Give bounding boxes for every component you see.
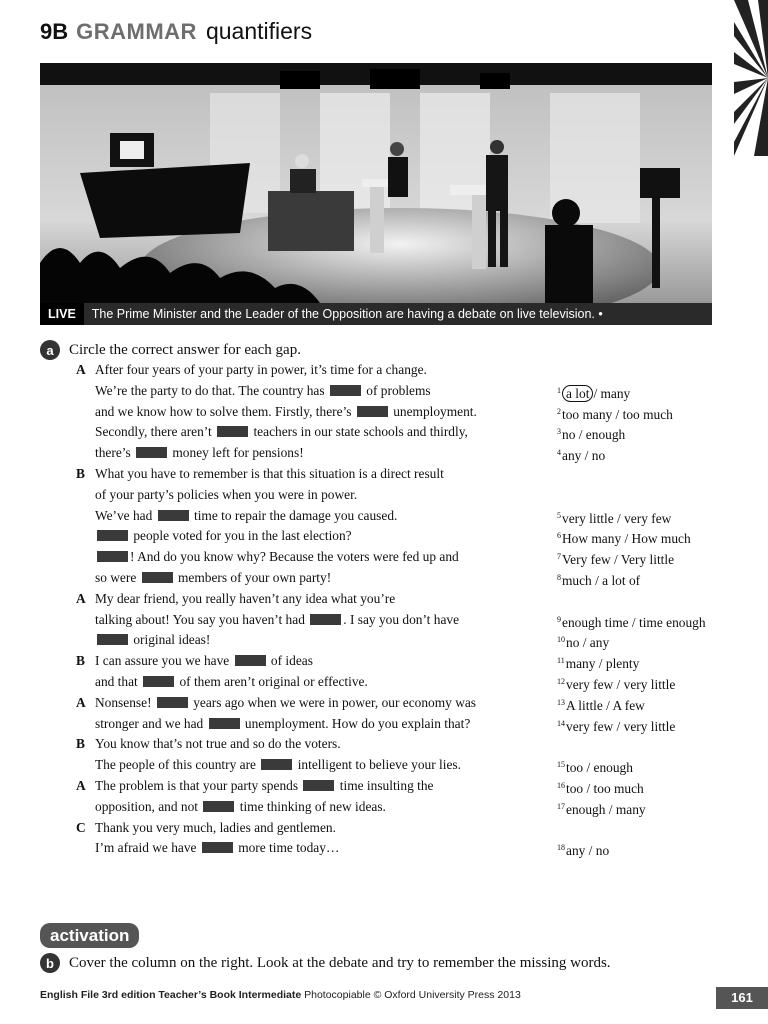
dialogue-line [95, 651, 313, 671]
dialogue-line [95, 464, 444, 484]
dialogue-line [95, 630, 210, 650]
dialogue-text: people voted for you in the last election? [130, 528, 352, 544]
answer-option[interactable] [557, 714, 675, 737]
dialogue-text: of ideas [267, 653, 313, 669]
answer-gap[interactable] [235, 655, 266, 666]
dialogue-text: intelligent to believe your lies. [294, 757, 461, 773]
dialogue-text: time thinking of new ideas. [236, 798, 386, 814]
decorative-rays [734, 0, 768, 156]
dialogue-text: Nonsense! [95, 694, 155, 710]
option-text: enough time / time enough [562, 614, 706, 630]
dialogue-text: What you have to remember is that this situation is a direct result [95, 466, 444, 481]
option-text: very few / very little [566, 677, 676, 692]
answer-option[interactable] [557, 693, 645, 716]
option-text: no / enough [562, 427, 626, 443]
caption-text: The Prime Minister and the Leader of the Opposition are having a debate on live television. • [91, 307, 603, 321]
answer-option[interactable] [557, 547, 674, 570]
section-name: GRAMMAR [76, 19, 197, 44]
answer-gap[interactable] [310, 614, 341, 625]
dialogue-line [95, 838, 339, 858]
dialogue-line [95, 693, 476, 713]
live-tag: LIVE [40, 303, 84, 325]
dialogue-line [95, 526, 352, 546]
dialogue-text: money left for pensions! [169, 445, 304, 461]
dialogue-line [95, 381, 431, 401]
option-number: 12 [557, 677, 565, 686]
dialogue-text: of problems [362, 382, 431, 398]
unit-code: 9B [40, 19, 69, 44]
speaker-label: A [76, 778, 86, 793]
answer-gap[interactable] [136, 447, 167, 458]
speaker-label: C [76, 819, 86, 835]
answer-option[interactable] [557, 402, 673, 425]
dialogue-line [95, 714, 470, 734]
answer-gap[interactable] [157, 697, 188, 708]
answer-option[interactable] [557, 797, 646, 820]
option-text: many / plenty [565, 656, 640, 672]
answer-gap[interactable] [303, 780, 334, 791]
option-number: 18 [557, 843, 565, 853]
answer-option[interactable] [557, 838, 609, 861]
exercise-a-heading [40, 340, 301, 360]
dialogue-text: teachers in our state schools and thirdly, [250, 424, 468, 440]
speaker-label: A [76, 362, 86, 377]
option-number: 2 [557, 406, 561, 416]
option-text: much / a lot of [562, 573, 641, 588]
photo-caption [40, 303, 712, 325]
dialogue-line [95, 797, 386, 817]
option-number: 15 [557, 760, 565, 770]
answer-option[interactable] [557, 610, 706, 633]
option-text: enough / many [566, 801, 646, 817]
answer-gap[interactable] [203, 801, 234, 812]
dialogue-text: opposition, and not [95, 798, 202, 814]
dialogue-text: We’re the party to do that. The country has [95, 382, 328, 398]
dialogue-line [95, 755, 461, 775]
dialogue-text: Thank you very much, ladies and gentlemen. [95, 819, 336, 835]
dialogue-text: talking about! You say you haven’t had [95, 611, 309, 627]
page-title [40, 18, 312, 52]
answer-gap[interactable] [330, 385, 361, 396]
dialogue-text: You know that’s not true and so do the voters. [95, 736, 341, 752]
answer-option[interactable] [557, 776, 644, 799]
dialogue-text: and that [95, 674, 142, 689]
circled-answer: a lot [562, 385, 593, 402]
answer-option[interactable] [557, 443, 605, 466]
answer-option[interactable] [557, 651, 639, 674]
dialogue-text: time to repair the damage you caused. [190, 507, 398, 523]
dialogue-text: unemployment. How do you explain that? [241, 715, 471, 731]
dialogue-text: so were [95, 570, 140, 585]
answer-gap[interactable] [217, 426, 248, 437]
dialogue-text: and we know how to solve them. Firstly, there’s [95, 403, 355, 419]
answer-gap[interactable] [261, 759, 292, 770]
option-text: A little / A few [566, 697, 645, 713]
speaker-label: B [76, 653, 85, 669]
dialogue-line [95, 610, 459, 630]
dialogue-text: of your party’s policies when you were in power. [95, 486, 358, 502]
exercise-b-heading [40, 953, 611, 973]
footer-title: English File 3rd edition Teacher’s Book Intermediate [40, 989, 302, 1001]
answer-gap[interactable] [209, 718, 240, 729]
option-number: 9 [557, 614, 561, 624]
speaker-label: B [76, 736, 85, 752]
dialogue-text: I can assure you we have [95, 653, 233, 669]
option-text: very few / very little [566, 718, 676, 734]
dialogue-line [95, 776, 433, 796]
dialogue-text: I’m afraid we have [95, 840, 200, 856]
dialogue-text: members of your own party! [174, 570, 332, 585]
option-text: no / any [566, 635, 610, 651]
option-number: 8 [557, 573, 561, 582]
dialogue-line [95, 485, 357, 505]
option-number: 7 [557, 552, 561, 562]
dialogue-text: After four years of your party in power, it’s time for a change. [95, 362, 427, 377]
dialogue-text: original ideas! [130, 632, 211, 648]
dialogue-text: . I say you don’t have [343, 611, 460, 627]
speaker-label: B [76, 466, 85, 481]
dialogue-text: ! And do you know why? Because the voters were fed up and [130, 549, 459, 565]
dialogue-text: stronger and we had [95, 715, 207, 731]
option-number: 1 [557, 385, 561, 395]
answer-gap[interactable] [142, 572, 173, 583]
dialogue-text: unemployment. [389, 403, 477, 419]
option-number: 4 [557, 448, 561, 458]
footer [40, 989, 521, 1001]
exercise-a-instruction: Circle the correct answer for each gap. [69, 341, 301, 358]
answer-option[interactable] [557, 755, 633, 778]
topic-name: quantifiers [205, 18, 313, 44]
option-number: 13 [557, 697, 565, 707]
answer-gap[interactable] [143, 676, 174, 687]
option-number: 14 [557, 718, 565, 728]
dialogue-text: time insulting the [336, 778, 434, 793]
speaker-label: A [76, 590, 86, 606]
dialogue-line [95, 589, 395, 609]
speaker-label: A [76, 694, 86, 710]
option-text: too / enough [566, 760, 633, 776]
dialogue-line [95, 360, 427, 380]
option-text: any / no [562, 448, 606, 464]
exercise-b-badge: b [40, 953, 60, 973]
option-number: 11 [557, 656, 565, 666]
page-number: 161 [716, 987, 768, 1009]
dialogue-text: of them aren’t original or effective. [176, 674, 368, 689]
answer-option[interactable] [557, 672, 675, 695]
option-text: too many / too much [562, 406, 673, 422]
dialogue-text: My dear friend, you really haven’t any idea what you’re [95, 590, 396, 606]
dialogue-text: more time today… [234, 840, 340, 856]
answer-gap[interactable] [202, 842, 233, 853]
option-text: Very few / Very little [562, 552, 675, 568]
answer-option[interactable] [557, 422, 625, 445]
dialogue-text: years ago when we were in power, our economy was [189, 694, 477, 710]
option-number: 16 [557, 781, 565, 790]
answer-option[interactable] [557, 381, 630, 404]
activation-label: activation [40, 923, 139, 948]
dialogue-line [95, 443, 304, 463]
option-text: any / no [566, 843, 610, 859]
dialogue-line [95, 818, 336, 838]
footer-copyright: Photocopiable © Oxford University Press 2013 [301, 989, 521, 1001]
answer-gap[interactable] [97, 634, 128, 645]
dialogue-line [95, 672, 368, 692]
dialogue-text: The problem is that your party spends [95, 778, 302, 793]
dialogue-line [95, 568, 331, 588]
answer-option[interactable] [557, 526, 691, 549]
dialogue-text: Secondly, there aren’t [95, 424, 216, 440]
dialogue-text: The people of this country are [95, 757, 260, 773]
answer-option[interactable] [557, 630, 609, 653]
dialogue-text: there’s [95, 445, 135, 461]
exercise-b-instruction: Cover the column on the right. Look at the debate and try to remember the missing words. [69, 954, 611, 971]
exercise-a-badge: a [40, 340, 60, 360]
dialogue-line [95, 422, 468, 442]
answer-gap[interactable] [97, 530, 128, 541]
option-number: 3 [557, 427, 561, 437]
dialogue-text: We’ve had [95, 507, 156, 523]
answer-gap[interactable] [158, 510, 189, 521]
answer-option[interactable] [557, 568, 640, 591]
option-number: 10 [557, 635, 565, 645]
tv-studio-illustration [40, 63, 712, 325]
dialogue-line [95, 402, 477, 422]
option-text: How many / How much [562, 531, 691, 547]
option-text: too / too much [566, 781, 644, 796]
debate-photo [40, 63, 712, 325]
dialogue-line [95, 506, 397, 526]
answer-gap[interactable] [357, 406, 388, 417]
option-text: / many [593, 385, 631, 401]
answer-option[interactable] [557, 506, 671, 529]
dialogue-line [95, 547, 459, 567]
answer-gap[interactable] [97, 551, 128, 562]
option-number: 17 [557, 801, 565, 811]
option-number: 6 [557, 531, 561, 541]
option-number: 5 [557, 510, 561, 520]
option-text: very little / very few [562, 510, 672, 526]
dialogue-line [95, 734, 341, 754]
